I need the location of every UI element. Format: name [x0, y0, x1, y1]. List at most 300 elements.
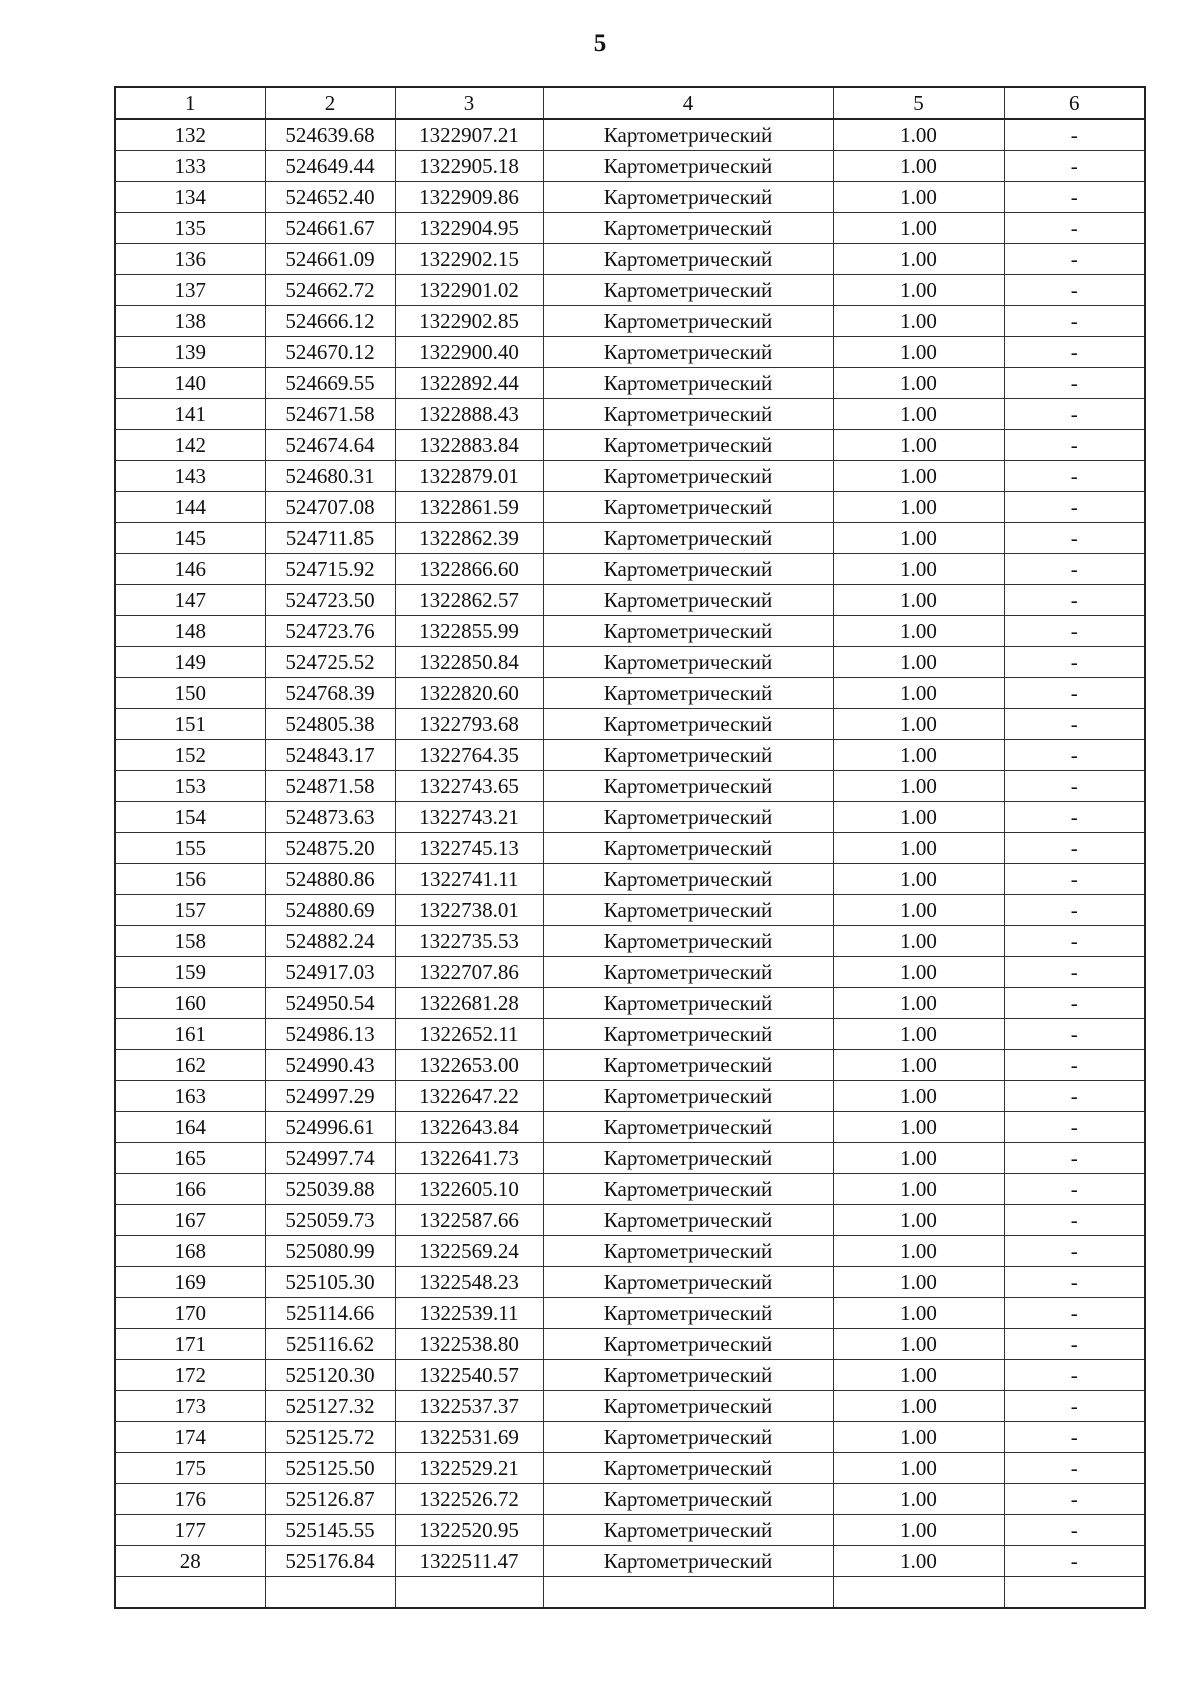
method-cell: Картометрический — [543, 213, 833, 244]
x-coordinate-cell: 524662.72 — [265, 275, 395, 306]
method-cell: Картометрический — [543, 1143, 833, 1174]
y-coordinate-cell: 1322793.68 — [395, 709, 543, 740]
x-coordinate-cell: 524661.09 — [265, 244, 395, 275]
accuracy-cell: 1.00 — [833, 647, 1004, 678]
table-row — [115, 399, 1145, 430]
x-coordinate-cell: 524871.58 — [265, 771, 395, 802]
description-cell: - — [1004, 244, 1145, 275]
column-header: 4 — [543, 87, 833, 119]
y-coordinate-cell: 1322820.60 — [395, 678, 543, 709]
method-cell: Картометрический — [543, 1081, 833, 1112]
method-cell: Картометрический — [543, 1298, 833, 1329]
description-cell: - — [1004, 1484, 1145, 1515]
description-cell: - — [1004, 399, 1145, 430]
description-cell: - — [1004, 616, 1145, 647]
table-row — [115, 182, 1145, 213]
description-cell: - — [1004, 771, 1145, 802]
x-coordinate-cell: 525116.62 — [265, 1329, 395, 1360]
accuracy-cell: 1.00 — [833, 1267, 1004, 1298]
y-coordinate-cell: 1322879.01 — [395, 461, 543, 492]
accuracy-cell: 1.00 — [833, 957, 1004, 988]
table-row — [115, 119, 1145, 151]
empty-cell — [115, 1577, 265, 1609]
accuracy-cell: 1.00 — [833, 1391, 1004, 1422]
description-cell: - — [1004, 182, 1145, 213]
accuracy-cell: 1.00 — [833, 709, 1004, 740]
x-coordinate-cell: 525114.66 — [265, 1298, 395, 1329]
y-coordinate-cell: 1322738.01 — [395, 895, 543, 926]
method-cell: Картометрический — [543, 399, 833, 430]
y-coordinate-cell: 1322587.66 — [395, 1205, 543, 1236]
point-number-cell: 138 — [115, 306, 265, 337]
accuracy-cell: 1.00 — [833, 399, 1004, 430]
description-cell: - — [1004, 275, 1145, 306]
accuracy-cell: 1.00 — [833, 1515, 1004, 1546]
method-cell: Картометрический — [543, 1484, 833, 1515]
description-cell: - — [1004, 1174, 1145, 1205]
x-coordinate-cell: 524669.55 — [265, 368, 395, 399]
description-cell: - — [1004, 368, 1145, 399]
method-cell: Картометрический — [543, 988, 833, 1019]
method-cell: Картометрический — [543, 1360, 833, 1391]
point-number-cell: 175 — [115, 1453, 265, 1484]
y-coordinate-cell: 1322537.37 — [395, 1391, 543, 1422]
method-cell: Картометрический — [543, 523, 833, 554]
point-number-cell: 150 — [115, 678, 265, 709]
accuracy-cell: 1.00 — [833, 1484, 1004, 1515]
y-coordinate-cell: 1322531.69 — [395, 1422, 543, 1453]
accuracy-cell: 1.00 — [833, 275, 1004, 306]
y-coordinate-cell: 1322539.11 — [395, 1298, 543, 1329]
point-number-cell: 147 — [115, 585, 265, 616]
y-coordinate-cell: 1322526.72 — [395, 1484, 543, 1515]
table-row — [115, 833, 1145, 864]
y-coordinate-cell: 1322861.59 — [395, 492, 543, 523]
method-cell: Картометрический — [543, 957, 833, 988]
method-cell: Картометрический — [543, 368, 833, 399]
empty-cell — [543, 1577, 833, 1609]
y-coordinate-cell: 1322652.11 — [395, 1019, 543, 1050]
point-number-cell: 143 — [115, 461, 265, 492]
method-cell: Картометрический — [543, 1050, 833, 1081]
accuracy-cell: 1.00 — [833, 833, 1004, 864]
description-cell: - — [1004, 1236, 1145, 1267]
method-cell: Картометрический — [543, 926, 833, 957]
point-number-cell: 158 — [115, 926, 265, 957]
description-cell: - — [1004, 864, 1145, 895]
accuracy-cell: 1.00 — [833, 1081, 1004, 1112]
x-coordinate-cell: 525126.87 — [265, 1484, 395, 1515]
accuracy-cell: 1.00 — [833, 585, 1004, 616]
method-cell: Картометрический — [543, 182, 833, 213]
description-cell: - — [1004, 337, 1145, 368]
y-coordinate-cell: 1322909.86 — [395, 182, 543, 213]
method-cell: Картометрический — [543, 1019, 833, 1050]
y-coordinate-cell: 1322901.02 — [395, 275, 543, 306]
method-cell: Картометрический — [543, 1546, 833, 1577]
accuracy-cell: 1.00 — [833, 368, 1004, 399]
description-cell: - — [1004, 1267, 1145, 1298]
x-coordinate-cell: 524882.24 — [265, 926, 395, 957]
x-coordinate-cell: 524671.58 — [265, 399, 395, 430]
y-coordinate-cell: 1322569.24 — [395, 1236, 543, 1267]
method-cell: Картометрический — [543, 1112, 833, 1143]
point-number-cell: 152 — [115, 740, 265, 771]
description-cell: - — [1004, 678, 1145, 709]
accuracy-cell: 1.00 — [833, 1019, 1004, 1050]
y-coordinate-cell: 1322850.84 — [395, 647, 543, 678]
point-number-cell: 162 — [115, 1050, 265, 1081]
point-number-cell: 140 — [115, 368, 265, 399]
table-row — [115, 430, 1145, 461]
point-number-cell: 139 — [115, 337, 265, 368]
y-coordinate-cell: 1322641.73 — [395, 1143, 543, 1174]
method-cell: Картометрический — [543, 430, 833, 461]
method-cell: Картометрический — [543, 833, 833, 864]
method-cell: Картометрический — [543, 337, 833, 368]
table-row — [115, 771, 1145, 802]
x-coordinate-cell: 524997.29 — [265, 1081, 395, 1112]
x-coordinate-cell: 524875.20 — [265, 833, 395, 864]
x-coordinate-cell: 524996.61 — [265, 1112, 395, 1143]
x-coordinate-cell: 524670.12 — [265, 337, 395, 368]
table-row — [115, 709, 1145, 740]
accuracy-cell: 1.00 — [833, 1298, 1004, 1329]
table-row — [115, 1422, 1145, 1453]
point-number-cell: 153 — [115, 771, 265, 802]
x-coordinate-cell: 524674.64 — [265, 430, 395, 461]
point-number-cell: 170 — [115, 1298, 265, 1329]
y-coordinate-cell: 1322647.22 — [395, 1081, 543, 1112]
table-row — [115, 1112, 1145, 1143]
method-cell: Картометрический — [543, 1329, 833, 1360]
description-cell: - — [1004, 802, 1145, 833]
column-header: 6 — [1004, 87, 1145, 119]
empty-cell — [1004, 1577, 1145, 1609]
accuracy-cell: 1.00 — [833, 1453, 1004, 1484]
y-coordinate-cell: 1322866.60 — [395, 554, 543, 585]
method-cell: Картометрический — [543, 492, 833, 523]
table-row — [115, 1236, 1145, 1267]
table-row — [115, 647, 1145, 678]
method-cell: Картометрический — [543, 461, 833, 492]
description-cell: - — [1004, 647, 1145, 678]
table-row — [115, 1081, 1145, 1112]
y-coordinate-cell: 1322538.80 — [395, 1329, 543, 1360]
method-cell: Картометрический — [543, 1236, 833, 1267]
x-coordinate-cell: 524666.12 — [265, 306, 395, 337]
y-coordinate-cell: 1322862.39 — [395, 523, 543, 554]
description-cell: - — [1004, 1422, 1145, 1453]
table-row — [115, 1453, 1145, 1484]
point-number-cell: 136 — [115, 244, 265, 275]
table-header-row — [115, 87, 1145, 119]
accuracy-cell: 1.00 — [833, 492, 1004, 523]
y-coordinate-cell: 1322862.57 — [395, 585, 543, 616]
accuracy-cell: 1.00 — [833, 1174, 1004, 1205]
table-row — [115, 1298, 1145, 1329]
x-coordinate-cell: 525120.30 — [265, 1360, 395, 1391]
description-cell: - — [1004, 1329, 1145, 1360]
description-cell: - — [1004, 957, 1145, 988]
column-header: 1 — [115, 87, 265, 119]
coordinates-table — [114, 86, 1146, 1609]
empty-table-row — [115, 1577, 1145, 1609]
y-coordinate-cell: 1322892.44 — [395, 368, 543, 399]
point-number-cell: 155 — [115, 833, 265, 864]
y-coordinate-cell: 1322904.95 — [395, 213, 543, 244]
description-cell: - — [1004, 119, 1145, 151]
x-coordinate-cell: 525059.73 — [265, 1205, 395, 1236]
y-coordinate-cell: 1322707.86 — [395, 957, 543, 988]
table-row — [115, 1515, 1145, 1546]
y-coordinate-cell: 1322883.84 — [395, 430, 543, 461]
description-cell: - — [1004, 833, 1145, 864]
method-cell: Картометрический — [543, 647, 833, 678]
table-row — [115, 523, 1145, 554]
x-coordinate-cell: 524715.92 — [265, 554, 395, 585]
x-coordinate-cell: 524986.13 — [265, 1019, 395, 1050]
x-coordinate-cell: 524880.69 — [265, 895, 395, 926]
x-coordinate-cell: 525080.99 — [265, 1236, 395, 1267]
accuracy-cell: 1.00 — [833, 119, 1004, 151]
point-number-cell: 151 — [115, 709, 265, 740]
point-number-cell: 174 — [115, 1422, 265, 1453]
x-coordinate-cell: 524843.17 — [265, 740, 395, 771]
description-cell: - — [1004, 740, 1145, 771]
accuracy-cell: 1.00 — [833, 802, 1004, 833]
accuracy-cell: 1.00 — [833, 430, 1004, 461]
point-number-cell: 135 — [115, 213, 265, 244]
table-row — [115, 1267, 1145, 1298]
accuracy-cell: 1.00 — [833, 306, 1004, 337]
point-number-cell: 142 — [115, 430, 265, 461]
description-cell: - — [1004, 1515, 1145, 1546]
accuracy-cell: 1.00 — [833, 461, 1004, 492]
x-coordinate-cell: 524661.67 — [265, 213, 395, 244]
table-row — [115, 740, 1145, 771]
method-cell: Картометрический — [543, 151, 833, 182]
accuracy-cell: 1.00 — [833, 1360, 1004, 1391]
x-coordinate-cell: 524711.85 — [265, 523, 395, 554]
table-row — [115, 1205, 1145, 1236]
y-coordinate-cell: 1322905.18 — [395, 151, 543, 182]
description-cell: - — [1004, 988, 1145, 1019]
description-cell: - — [1004, 1298, 1145, 1329]
x-coordinate-cell: 524950.54 — [265, 988, 395, 1019]
table-row — [115, 926, 1145, 957]
table-row — [115, 492, 1145, 523]
y-coordinate-cell: 1322605.10 — [395, 1174, 543, 1205]
method-cell: Картометрический — [543, 554, 833, 585]
accuracy-cell: 1.00 — [833, 678, 1004, 709]
point-number-cell: 169 — [115, 1267, 265, 1298]
table-row — [115, 1050, 1145, 1081]
description-cell: - — [1004, 430, 1145, 461]
y-coordinate-cell: 1322745.13 — [395, 833, 543, 864]
description-cell: - — [1004, 1360, 1145, 1391]
accuracy-cell: 1.00 — [833, 337, 1004, 368]
column-header: 2 — [265, 87, 395, 119]
x-coordinate-cell: 524639.68 — [265, 119, 395, 151]
table-row — [115, 306, 1145, 337]
y-coordinate-cell: 1322520.95 — [395, 1515, 543, 1546]
accuracy-cell: 1.00 — [833, 151, 1004, 182]
description-cell: - — [1004, 926, 1145, 957]
y-coordinate-cell: 1322529.21 — [395, 1453, 543, 1484]
x-coordinate-cell: 524707.08 — [265, 492, 395, 523]
y-coordinate-cell: 1322907.21 — [395, 119, 543, 151]
method-cell: Картометрический — [543, 306, 833, 337]
y-coordinate-cell: 1322764.35 — [395, 740, 543, 771]
table-row — [115, 244, 1145, 275]
method-cell: Картометрический — [543, 119, 833, 151]
point-number-cell: 28 — [115, 1546, 265, 1577]
table-row — [115, 1360, 1145, 1391]
description-cell: - — [1004, 213, 1145, 244]
point-number-cell: 132 — [115, 119, 265, 151]
x-coordinate-cell: 525125.50 — [265, 1453, 395, 1484]
x-coordinate-cell: 524990.43 — [265, 1050, 395, 1081]
x-coordinate-cell: 524723.50 — [265, 585, 395, 616]
table-row — [115, 1484, 1145, 1515]
description-cell: - — [1004, 1112, 1145, 1143]
x-coordinate-cell: 525105.30 — [265, 1267, 395, 1298]
point-number-cell: 157 — [115, 895, 265, 926]
accuracy-cell: 1.00 — [833, 1546, 1004, 1577]
empty-cell — [833, 1577, 1004, 1609]
point-number-cell: 176 — [115, 1484, 265, 1515]
table-row — [115, 151, 1145, 182]
point-number-cell: 141 — [115, 399, 265, 430]
x-coordinate-cell: 524723.76 — [265, 616, 395, 647]
table-row — [115, 1546, 1145, 1577]
table-row — [115, 368, 1145, 399]
method-cell: Картометрический — [543, 1174, 833, 1205]
description-cell: - — [1004, 1050, 1145, 1081]
accuracy-cell: 1.00 — [833, 1143, 1004, 1174]
accuracy-cell: 1.00 — [833, 1050, 1004, 1081]
accuracy-cell: 1.00 — [833, 1236, 1004, 1267]
x-coordinate-cell: 524873.63 — [265, 802, 395, 833]
y-coordinate-cell: 1322735.53 — [395, 926, 543, 957]
description-cell: - — [1004, 151, 1145, 182]
table-row — [115, 461, 1145, 492]
column-header: 3 — [395, 87, 543, 119]
table-body — [115, 119, 1145, 1608]
accuracy-cell: 1.00 — [833, 988, 1004, 1019]
description-cell: - — [1004, 523, 1145, 554]
method-cell: Картометрический — [543, 740, 833, 771]
x-coordinate-cell: 525125.72 — [265, 1422, 395, 1453]
table-row — [115, 1174, 1145, 1205]
point-number-cell: 168 — [115, 1236, 265, 1267]
table-row — [115, 957, 1145, 988]
table-row — [115, 1329, 1145, 1360]
description-cell: - — [1004, 1391, 1145, 1422]
description-cell: - — [1004, 1143, 1145, 1174]
accuracy-cell: 1.00 — [833, 1422, 1004, 1453]
accuracy-cell: 1.00 — [833, 244, 1004, 275]
point-number-cell: 133 — [115, 151, 265, 182]
point-number-cell: 171 — [115, 1329, 265, 1360]
point-number-cell: 134 — [115, 182, 265, 213]
description-cell: - — [1004, 461, 1145, 492]
accuracy-cell: 1.00 — [833, 926, 1004, 957]
point-number-cell: 172 — [115, 1360, 265, 1391]
point-number-cell: 165 — [115, 1143, 265, 1174]
method-cell: Картометрический — [543, 1422, 833, 1453]
x-coordinate-cell: 524805.38 — [265, 709, 395, 740]
x-coordinate-cell: 525039.88 — [265, 1174, 395, 1205]
description-cell: - — [1004, 1205, 1145, 1236]
point-number-cell: 164 — [115, 1112, 265, 1143]
table-row — [115, 678, 1145, 709]
accuracy-cell: 1.00 — [833, 616, 1004, 647]
method-cell: Картометрический — [543, 1267, 833, 1298]
method-cell: Картометрический — [543, 864, 833, 895]
accuracy-cell: 1.00 — [833, 740, 1004, 771]
table-row — [115, 864, 1145, 895]
point-number-cell: 148 — [115, 616, 265, 647]
x-coordinate-cell: 524768.39 — [265, 678, 395, 709]
y-coordinate-cell: 1322900.40 — [395, 337, 543, 368]
table-row — [115, 554, 1145, 585]
description-cell: - — [1004, 1453, 1145, 1484]
table-row — [115, 213, 1145, 244]
table-row — [115, 1391, 1145, 1422]
accuracy-cell: 1.00 — [833, 771, 1004, 802]
y-coordinate-cell: 1322681.28 — [395, 988, 543, 1019]
table-row — [115, 1143, 1145, 1174]
method-cell: Картометрический — [543, 771, 833, 802]
table-row — [115, 1019, 1145, 1050]
y-coordinate-cell: 1322743.65 — [395, 771, 543, 802]
column-header: 5 — [833, 87, 1004, 119]
point-number-cell: 149 — [115, 647, 265, 678]
description-cell: - — [1004, 709, 1145, 740]
accuracy-cell: 1.00 — [833, 1329, 1004, 1360]
y-coordinate-cell: 1322741.11 — [395, 864, 543, 895]
point-number-cell: 145 — [115, 523, 265, 554]
point-number-cell: 161 — [115, 1019, 265, 1050]
y-coordinate-cell: 1322888.43 — [395, 399, 543, 430]
accuracy-cell: 1.00 — [833, 864, 1004, 895]
table-row — [115, 988, 1145, 1019]
point-number-cell: 166 — [115, 1174, 265, 1205]
x-coordinate-cell: 524652.40 — [265, 182, 395, 213]
x-coordinate-cell: 525127.32 — [265, 1391, 395, 1422]
description-cell: - — [1004, 1546, 1145, 1577]
empty-cell — [395, 1577, 543, 1609]
table-row — [115, 616, 1145, 647]
method-cell: Картометрический — [543, 1391, 833, 1422]
description-cell: - — [1004, 492, 1145, 523]
description-cell: - — [1004, 1019, 1145, 1050]
accuracy-cell: 1.00 — [833, 554, 1004, 585]
table-row — [115, 337, 1145, 368]
x-coordinate-cell: 524680.31 — [265, 461, 395, 492]
method-cell: Картометрический — [543, 1453, 833, 1484]
table-row — [115, 585, 1145, 616]
method-cell: Картометрический — [543, 616, 833, 647]
y-coordinate-cell: 1322540.57 — [395, 1360, 543, 1391]
accuracy-cell: 1.00 — [833, 182, 1004, 213]
y-coordinate-cell: 1322855.99 — [395, 616, 543, 647]
method-cell: Картометрический — [543, 678, 833, 709]
accuracy-cell: 1.00 — [833, 1205, 1004, 1236]
point-number-cell: 159 — [115, 957, 265, 988]
